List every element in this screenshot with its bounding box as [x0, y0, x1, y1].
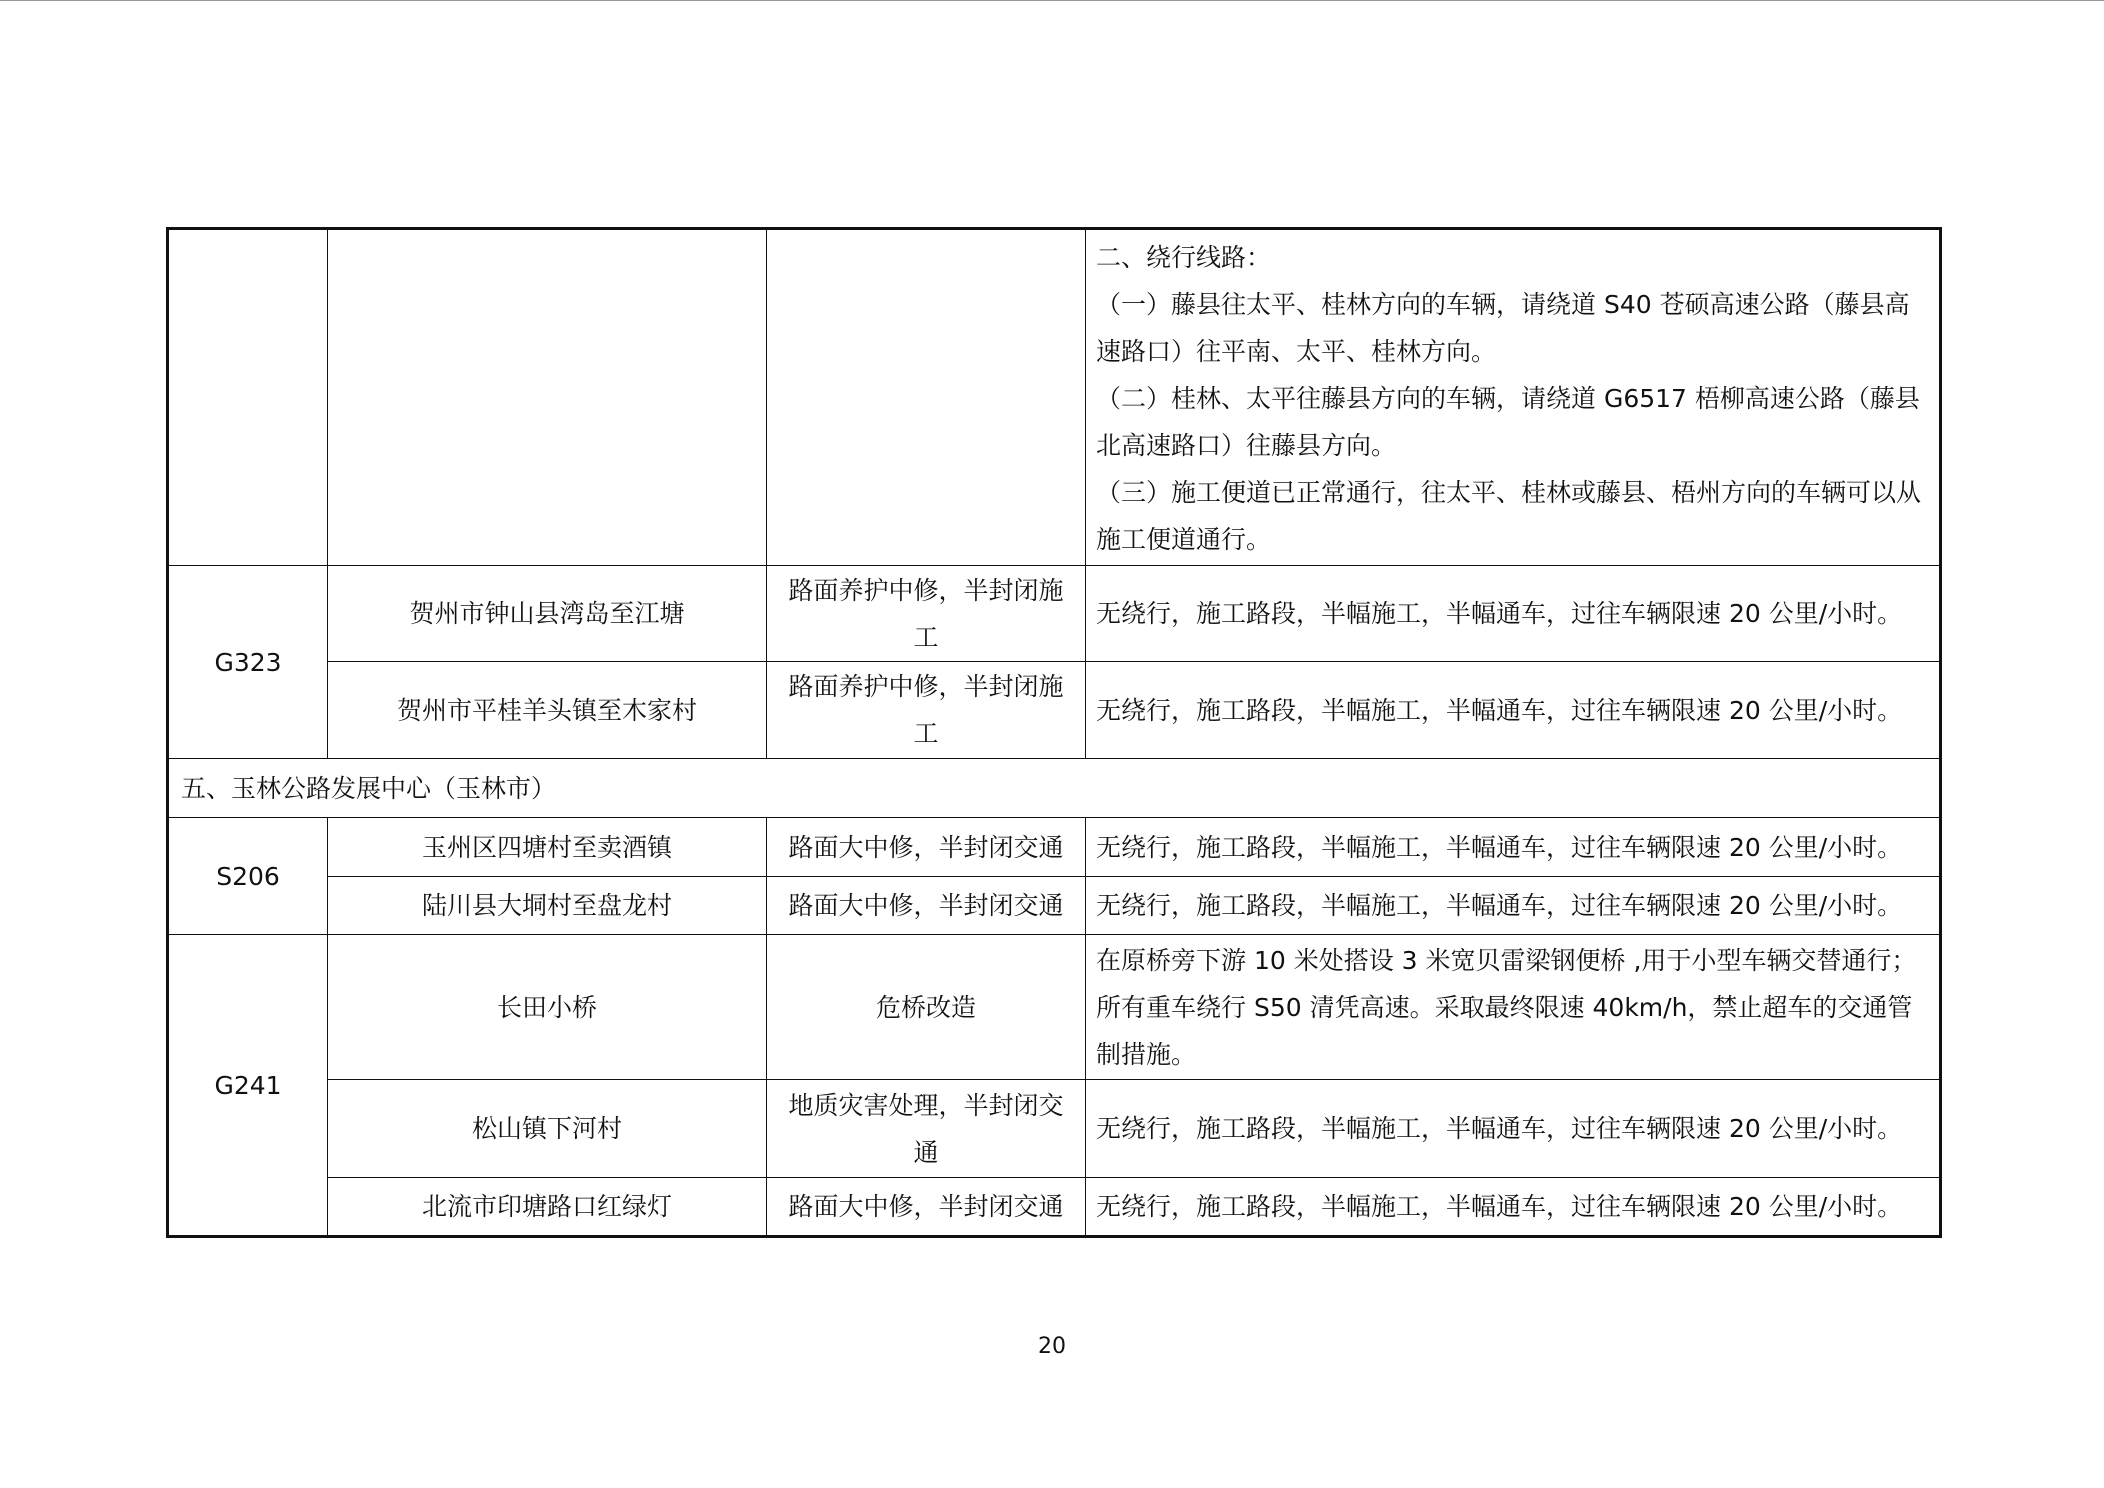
- section-header-row: [168, 759, 1941, 818]
- measure-cell: 无绕行，施工路段，半幅施工，半幅通车，过往车辆限速 20 公里/小时。: [1086, 818, 1941, 877]
- table-row: [168, 877, 1941, 935]
- work-cell: 危桥改造: [767, 935, 1086, 1080]
- detour-line: （二）桂林、太平往藤县方向的车辆，请绕道 G6517 梧柳高速公路（藤县北高速路口）往藤县方向。: [1096, 384, 1920, 460]
- table-row: [168, 566, 1941, 662]
- section-cell: 贺州市平桂羊头镇至木家村: [328, 662, 767, 759]
- work-cell: 地质灾害处理，半封闭交通: [767, 1080, 1086, 1178]
- detour-line: 二、绕行线路：: [1096, 243, 1272, 272]
- work-cell: 路面大中修，半封闭交通: [767, 1178, 1086, 1237]
- table-row: [168, 662, 1941, 759]
- work-cell: 路面养护中修，半封闭施工: [767, 566, 1086, 662]
- work-cell: [767, 229, 1086, 566]
- section-cell: 松山镇下河村: [328, 1080, 767, 1178]
- measure-cell: 无绕行，施工路段，半幅施工，半幅通车，过往车辆限速 20 公里/小时。: [1086, 566, 1941, 662]
- road-works-table: [166, 227, 1942, 1238]
- measure-cell: 无绕行，施工路段，半幅施工，半幅通车，过往车辆限速 20 公里/小时。: [1086, 1178, 1941, 1237]
- section-cell: 北流市印塘路口红绿灯: [328, 1178, 767, 1237]
- section-cell: 玉州区四塘村至卖酒镇: [328, 818, 767, 877]
- table-row: [168, 1080, 1941, 1178]
- table-row: [168, 935, 1941, 1080]
- section-cell: 长田小桥: [328, 935, 767, 1080]
- work-cell: 路面大中修，半封闭交通: [767, 818, 1086, 877]
- work-cell: 路面大中修，半封闭交通: [767, 877, 1086, 935]
- page-number: 20: [1038, 1334, 1066, 1359]
- measure-cell: 无绕行，施工路段，半幅施工，半幅通车，过往车辆限速 20 公里/小时。: [1086, 662, 1941, 759]
- section-cell: 贺州市钟山县湾岛至江塘: [328, 566, 767, 662]
- road-cell: G241: [168, 935, 328, 1237]
- table-row: [168, 1178, 1941, 1237]
- measure-cell: [1086, 229, 1941, 566]
- measure-cell: 无绕行，施工路段，半幅施工，半幅通车，过往车辆限速 20 公里/小时。: [1086, 877, 1941, 935]
- detour-line: （三）施工便道已正常通行，往太平、桂林或藤县、梧州方向的车辆可以从施工便道通行。: [1096, 478, 1922, 554]
- road-cell: S206: [168, 818, 328, 935]
- section-cell: 陆川县大垌村至盘龙村: [328, 877, 767, 935]
- section-cell: [328, 229, 767, 566]
- section-header: 五、玉林公路发展中心（玉林市）: [168, 759, 1941, 818]
- road-cell: [168, 229, 328, 566]
- table-row: [168, 818, 1941, 877]
- detour-line: （一）藤县往太平、桂林方向的车辆，请绕道 S40 苍硕高速公路（藤县高速路口）往平南、太平、桂林方向。: [1096, 290, 1910, 366]
- work-cell: 路面养护中修，半封闭施工: [767, 662, 1086, 759]
- measure-cell: 在原桥旁下游 10 米处搭设 3 米宽贝雷梁钢便桥 ,用于小型车辆交替通行；所有重车绕行 S50 清凭高速。采取最终限速 40km/h，禁止超车的交通管制措施。: [1086, 935, 1941, 1080]
- table-row: [168, 229, 1941, 566]
- measure-cell: 无绕行，施工路段，半幅施工，半幅通车，过往车辆限速 20 公里/小时。: [1086, 1080, 1941, 1178]
- road-cell: G323: [168, 566, 328, 759]
- page-top-border: [0, 0, 2104, 1]
